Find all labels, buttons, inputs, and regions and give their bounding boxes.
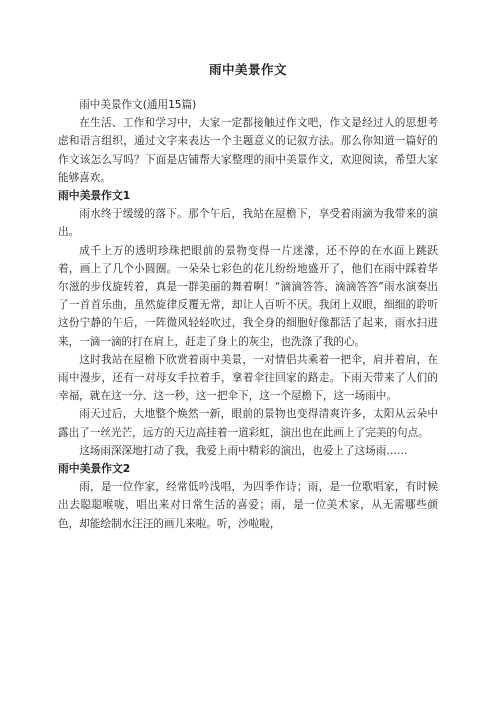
section-heading-2: 雨中美景作文2 (58, 462, 131, 476)
section-2-paragraph-1: 雨，是一位作家，经常低吟浅唱，为四季作诗；雨，是一位歌唱家，有时候出去聪聪喉咙，唱出来对日常生活的喜爱；雨，是一位美术家，从无需哪些颜色，却能绘制水汪汪的画儿来啦。听，沙啦啦， (58, 481, 438, 530)
document-title: 雨中美景作文 (208, 62, 287, 77)
section-1-paragraph-5: 这场雨深深地打动了我，我爱上雨中精彩的演出，也爱上了这场雨…… (79, 444, 408, 457)
section-heading-1: 雨中美景作文1 (58, 189, 131, 203)
section-1-paragraph-4: 雨天过后，大地整个焕然一新，眼前的景物也变得清爽许多，太阳从云朵中露出了一丝光芒，远方的天边高挂着一道彩虹，演出也在此画上了完美的句点。 (58, 408, 438, 439)
intro-paragraph: 在生活、工作和学习中，大家一定都接触过作文吧，作文是经过人的思想考虑和语言组织，通过文字来表达一个主题意义的记叙方法。那么你知道一篇好的作文该怎么写吗？下面是店铺帮大家整理的雨中美景作文，欢迎阅读，希望大家能够喜欢。 (58, 117, 438, 184)
section-1-paragraph-3: 这时我站在屋檐下欣赏着雨中美景，一对情侣共乘着一把伞，肩并着肩，在雨中漫步，还有一对母女手拉着手，拿着伞往回家的路走。下雨天带来了人们的幸福，就在这一分、这一秒，这一把伞下，这一个屋檐下，这一场雨中。 (58, 353, 438, 403)
section-1-paragraph-2: 成千上万的透明珍珠把眼前的景物变得一片迷濛，还不停的在水面上跳跃着，画上了几个小圆圈。一朵朵七彩色的花儿纷纷地盛开了，他们在雨中踩着华尔滋的步伐旋转着，真是一群美丽的舞着啊！“滴滴答答、滴滴答答”雨水演奏出了一首首乐曲，虽然旋律反覆无常，却让人百听不厌。我闭上双眼，细细的聆听这份宁静的午后，一阵微风轻轻吹过，我全身的细胞好像都活了起来，雨水扫进来，一滴一滴的打在肩上，赶走了身上的灰尘，也洗涤了我的心。 (58, 244, 438, 348)
section-1-paragraph-1: 雨水终于缓缓的落下。那个午后，我站在屋檐下，享受着雨滴为我带来的演出。 (58, 208, 438, 239)
intro-subtitle: 雨中美景作文(通用15篇) (79, 99, 197, 111)
